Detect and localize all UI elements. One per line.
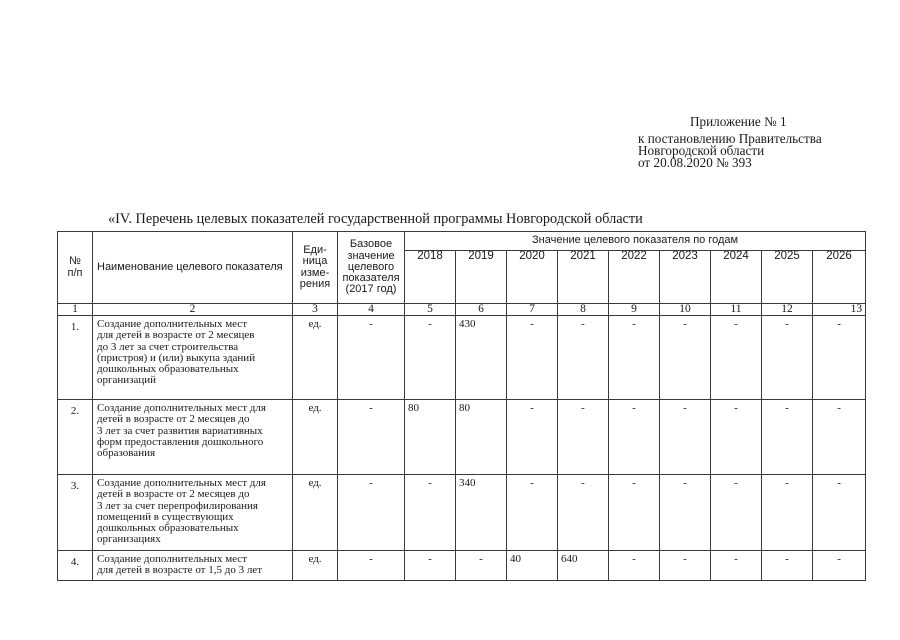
appendix-line: Новгородской области xyxy=(638,143,765,158)
indicator-name-text: Создание дополнительных мест для детей в возрасте от 2 месяцев до 3 лет за счет перепрофилирования помещений в существующих дошкольных образовательных организациях xyxy=(97,477,266,546)
year-value: - xyxy=(813,316,866,400)
year-value: - xyxy=(711,316,762,400)
year-value: - xyxy=(762,400,813,475)
appendix-heading: Приложение № 1 xyxy=(690,114,787,129)
unit-cell: ед. xyxy=(293,475,338,551)
year-value: 80 xyxy=(405,400,456,475)
header-year: 2020 xyxy=(507,251,558,304)
year-value: 430 xyxy=(456,316,507,400)
header-values-group: Значение целевого показателя по годам xyxy=(405,232,866,251)
indicators-table xyxy=(57,231,866,581)
unit-cell: ед. xyxy=(293,400,338,475)
year-value: - xyxy=(660,475,711,551)
year-value: - xyxy=(609,551,660,581)
row-number: 4. xyxy=(58,551,93,581)
column-number: 1 xyxy=(58,304,93,316)
year-value: - xyxy=(660,400,711,475)
year-value: - xyxy=(813,400,866,475)
year-value: - xyxy=(405,475,456,551)
year-value: - xyxy=(507,316,558,400)
table-row xyxy=(58,316,866,400)
year-value: - xyxy=(762,316,813,400)
year-value: 640 xyxy=(558,551,609,581)
table-row xyxy=(58,475,866,551)
column-number: 8 xyxy=(558,304,609,316)
row-number: 1. xyxy=(58,316,93,400)
year-value: - xyxy=(456,551,507,581)
year-value: - xyxy=(762,551,813,581)
indicator-name xyxy=(93,475,293,551)
year-value: - xyxy=(507,400,558,475)
year-value: - xyxy=(813,551,866,581)
year-value: - xyxy=(609,475,660,551)
year-value: 340 xyxy=(456,475,507,551)
header-year: 2024 xyxy=(711,251,762,304)
row-number: 2. xyxy=(58,400,93,475)
year-value: - xyxy=(711,400,762,475)
year-value: 80 xyxy=(456,400,507,475)
year-value: - xyxy=(558,400,609,475)
header-no: № п/п xyxy=(58,232,93,304)
year-value: - xyxy=(609,400,660,475)
year-value: - xyxy=(405,551,456,581)
indicator-name-text: Создание дополнительных мест для детей в возрасте от 1,5 до 3 лет xyxy=(97,553,262,577)
year-value: - xyxy=(762,475,813,551)
column-number: 10 xyxy=(660,304,711,316)
header-year: 2019 xyxy=(456,251,507,304)
table-row xyxy=(58,551,866,581)
row-number: 3. xyxy=(58,475,93,551)
column-number: 7 xyxy=(507,304,558,316)
column-number: 4 xyxy=(338,304,405,316)
unit-cell: ед. xyxy=(293,551,338,581)
column-number: 6 xyxy=(456,304,507,316)
year-value: - xyxy=(813,475,866,551)
indicator-name xyxy=(93,551,293,581)
year-value: - xyxy=(609,316,660,400)
indicator-name xyxy=(93,400,293,475)
indicator-name-text: Создание дополнительных мест для детей в возрасте от 2 месяцев до 3 лет за счет строительства (пристроя) и (или) выкупа зданий дошкольных образовательных организаций xyxy=(97,318,256,387)
year-value: - xyxy=(660,316,711,400)
indicator-name-text: Создание дополнительных мест для детей в возрасте от 2 месяцев до 3 лет за счет развития вариативных форм предоставления дошкольного образования xyxy=(97,402,266,460)
header-year: 2023 xyxy=(660,251,711,304)
header-unit: Еди- ница изме- рения xyxy=(293,232,338,304)
column-number: 9 xyxy=(609,304,660,316)
unit-cell: ед. xyxy=(293,316,338,400)
year-value: - xyxy=(405,316,456,400)
year-value: - xyxy=(660,551,711,581)
column-number: 2 xyxy=(93,304,293,316)
header-year: 2026 xyxy=(813,251,866,304)
header-year: 2025 xyxy=(762,251,813,304)
year-value: - xyxy=(558,316,609,400)
base-value: - xyxy=(338,475,405,551)
year-value: - xyxy=(558,475,609,551)
base-value: - xyxy=(338,400,405,475)
indicator-name xyxy=(93,316,293,400)
year-value: - xyxy=(507,475,558,551)
header-year: 2022 xyxy=(609,251,660,304)
document-title: «IV. Перечень целевых показателей государственной программы Новгородской области xyxy=(108,211,643,227)
column-number: 13 xyxy=(813,304,866,316)
year-value: - xyxy=(711,475,762,551)
year-value: 40 xyxy=(507,551,558,581)
appendix-line: к постановлению Правительства xyxy=(638,131,822,146)
column-number: 12 xyxy=(762,304,813,316)
appendix-block xyxy=(638,116,888,169)
appendix-line: от 20.08.2020 № 393 xyxy=(638,155,752,170)
base-value: - xyxy=(338,551,405,581)
column-number: 3 xyxy=(293,304,338,316)
column-number: 5 xyxy=(405,304,456,316)
header-name: Наименование целевого показателя xyxy=(93,232,293,304)
header-year: 2021 xyxy=(558,251,609,304)
header-year: 2018 xyxy=(405,251,456,304)
base-value: - xyxy=(338,316,405,400)
year-value: - xyxy=(711,551,762,581)
table-row xyxy=(58,400,866,475)
header-base: Базовое значение целевого показателя (2017 год) xyxy=(338,232,405,304)
column-number: 11 xyxy=(711,304,762,316)
